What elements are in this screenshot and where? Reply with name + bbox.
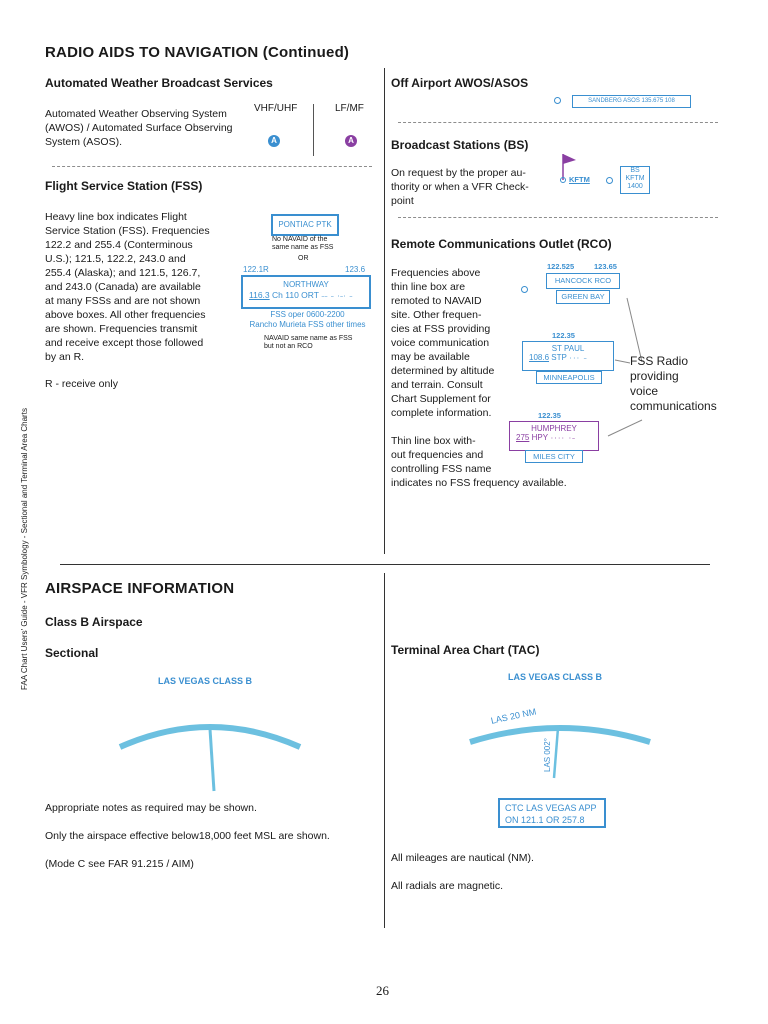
sectional-heading: Sectional <box>45 646 99 660</box>
humphrey-morse: ···· ·‒ <box>550 435 576 442</box>
stpaul-morse: ··· ‒ <box>568 355 587 362</box>
awos-vhf-symbol-icon: A <box>268 135 280 147</box>
fss-freq-left: 122.1R <box>243 265 269 274</box>
fss-freq-right: 123.6 <box>345 265 366 274</box>
airspace-heading: AIRSPACE INFORMATION <box>45 580 235 597</box>
lf-mf-label: LF/MF <box>335 103 364 114</box>
dashed-divider-bs <box>398 217 718 218</box>
pontiac-fss-box: PONTIAC PTK <box>271 214 339 236</box>
tac-notes: All mileages are nautical (NM). All radials are magnetic. <box>391 852 534 892</box>
humphrey-box <box>509 421 599 451</box>
las-20nm-label: LAS 20 NM <box>490 706 538 726</box>
humphrey-freq: 122.35 <box>538 411 561 420</box>
rco-heading: Remote Communications Outlet (RCO) <box>391 237 612 251</box>
tac-class-b-arc <box>465 718 665 788</box>
hancock-site-icon <box>521 286 528 293</box>
fss-oper-note: FSS oper 0600-2200 Rancho Murieta FSS other times <box>249 310 366 329</box>
awbs-heading: Automated Weather Broadcast Services <box>45 76 273 90</box>
las-radial-label: LAS 002° <box>543 738 552 772</box>
green-bay-box: GREEN BAY <box>556 290 610 304</box>
page-title: RADIO AIDS TO NAVIGATION (Continued) <box>45 44 350 61</box>
rco-text-2: Thin line box with- out frequencies and controlling FSS name indicates no FSS frequency available. <box>391 435 567 489</box>
dashed-divider-awos <box>398 122 718 123</box>
fss-heading: Flight Service Station (FSS) <box>45 179 203 193</box>
humphrey-name: HUMPHREY <box>531 424 577 433</box>
bs-site-icon <box>606 177 613 184</box>
fss-text: Heavy line box indicates Flight Service Station (FSS). Frequencies 122.2 and 255.4 (Conterminous U.S.); 121.5, 122.2, 243.0 and 255.4 (Alaska); and 121.5, 126.7, and 243.0 (Canada) are available at many FSSs and are not shown above boxes. All other frequencies are shown. Frequencies transmit and receive except those followed by an R. <box>45 211 210 363</box>
miles-city-box: MILES CITY <box>525 450 583 463</box>
bs-heading: Broadcast Stations (BS) <box>391 138 529 152</box>
sectional-class-b-label: LAS VEGAS CLASS B <box>158 676 253 686</box>
side-caption: FAA Chart Users' Guide - VFR Symbology - Sectional and Terminal Area Charts <box>20 408 29 690</box>
no-navaid-note: No NAVAID of the same name as FSS <box>272 236 334 251</box>
humphrey-id: HPY <box>531 433 548 442</box>
minneapolis-box: MINNEAPOLIS <box>536 371 602 384</box>
column-divider-bottom <box>384 573 385 928</box>
hancock-rco-box: HANCOCK RCO <box>546 273 620 289</box>
bs-text: On request by the proper au- thority or when a VFR Check- point <box>391 167 529 207</box>
northway-freq: 116.3 <box>249 290 270 300</box>
receive-only-note: R - receive only <box>45 378 118 390</box>
ctc-las-vegas-box: CTC LAS VEGAS APP ON 121.1 OR 257.8 <box>498 798 606 828</box>
humphrey-freq-line <box>516 433 598 442</box>
hancock-freq-2: 123.65 <box>594 262 617 271</box>
northway-name: NORTHWAY <box>283 280 329 289</box>
fss-radio-callout: FSS Radio providing voice communications <box>630 354 717 413</box>
sectional-class-b-arc <box>110 715 310 795</box>
page-number: 26 <box>376 983 389 998</box>
stpaul-navaid-freq: 108.6 <box>529 353 550 362</box>
northway-channel: Ch 110 ORT <box>272 290 319 300</box>
humphrey-navaid-freq: 275 <box>516 433 530 442</box>
tac-class-b-label: LAS VEGAS CLASS B <box>508 672 603 682</box>
or-label: OR <box>298 255 309 262</box>
stpaul-freq: 122.35 <box>552 331 575 340</box>
vhf-uhf-label: VHF/UHF <box>254 103 298 114</box>
airspace-notes: Appropriate notes as required may be shown. Only the airspace effective below18,000 feet MSL are shown. (Mode C see FAR 91.215 / AIM) <box>45 802 330 870</box>
awbs-text: Automated Weather Observing System (AWOS) / Automated Surface Observing System (ASOS). <box>45 108 233 148</box>
navaid-same-name-note: NAVAID same name as FSS but not an RCO <box>264 335 353 350</box>
northway-morse: ‒‒ ‒ ·‒· ‒ <box>321 293 353 300</box>
section-separator <box>60 564 710 565</box>
awos-site-icon <box>554 97 561 104</box>
stpaul-id: STP <box>551 353 567 362</box>
column-divider-top <box>384 68 385 554</box>
northway-fss-box <box>241 275 371 309</box>
awos-heading: Off Airport AWOS/ASOS <box>391 76 529 90</box>
awos-lf-symbol-icon: A <box>345 135 357 147</box>
tac-heading: Terminal Area Chart (TAC) <box>391 643 540 657</box>
class-b-heading: Class B Airspace <box>45 615 143 629</box>
sandberg-asos-box: SANDBERG ASOS 135.675 108 <box>572 95 691 108</box>
stpaul-name: ST PAUL <box>551 344 585 353</box>
dashed-divider <box>52 166 372 167</box>
awbs-divider <box>313 104 314 156</box>
rco-text: Frequencies above thin line box are remoted to NAVAID site. Other frequen- cies at FSS providing voice communication may be available determined by altitude and terrain. Consult Chart Supplement for complete information. <box>391 267 495 419</box>
bs-kftm-label: KFTM <box>569 175 590 184</box>
northway-freq-line <box>249 290 369 300</box>
hancock-freq-1: 122.525 <box>547 262 575 271</box>
bs-kftm-box: BS KFTM 1400 <box>620 166 650 194</box>
